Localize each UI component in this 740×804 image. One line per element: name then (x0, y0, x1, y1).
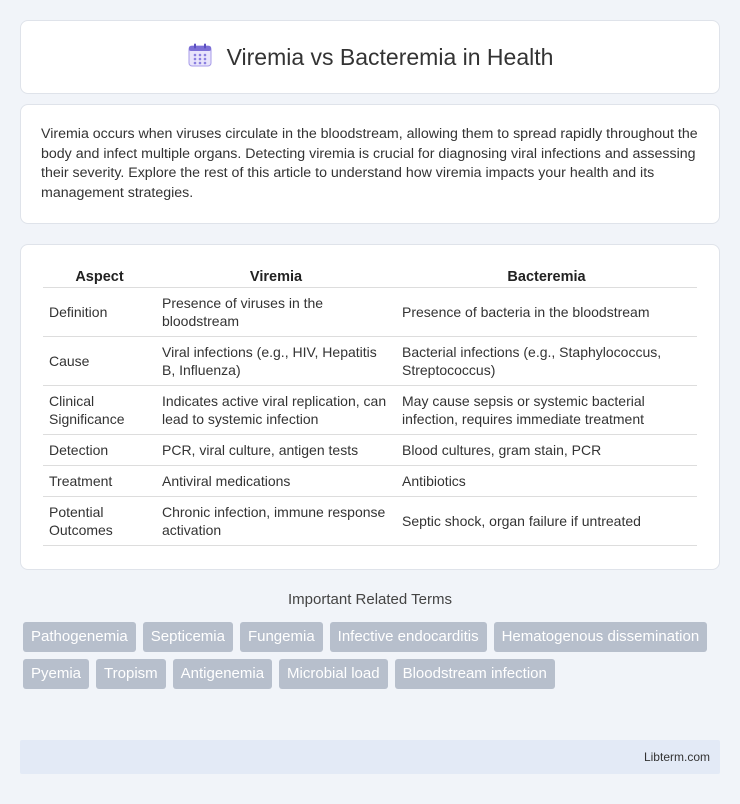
related-terms-heading: Important Related Terms (288, 591, 452, 608)
table-row (43, 435, 697, 466)
table-row (43, 466, 697, 497)
bacteremia-cell: Blood cultures, gram stain, PCR (396, 435, 697, 466)
column-header-bacteremia: Bacteremia (396, 265, 697, 288)
page-title: Viremia vs Bacteremia in Health (226, 43, 554, 70)
intro-paragraph: Viremia occurs when viruses circulate in the bloodstream, allowing them to spread rapidly throughout the body and infect multiple organs. Detecting viremia is crucial for diagnosing viral infections and assessing their severity. Explore the rest of this article to understand how viremia impacts your health and its management strategies. (41, 126, 698, 201)
viremia-cell: Presence of viruses in the bloodstream (156, 288, 396, 337)
table-row (43, 386, 697, 435)
viremia-cell: Chronic infection, immune response activation (156, 497, 396, 546)
column-header-viremia: Viremia (156, 265, 396, 288)
column-header-aspect: Aspect (43, 265, 156, 288)
bacteremia-cell: May cause sepsis or systemic bacterial infection, requires immediate treatment (396, 386, 697, 435)
aspect-cell: Clinical Significance (43, 386, 156, 435)
comparison-table-card (20, 244, 720, 570)
table-row (43, 337, 697, 386)
bacteremia-cell: Antibiotics (396, 466, 697, 497)
footer (20, 740, 720, 774)
comparison-table (43, 265, 697, 546)
related-term-tag[interactable]: Pyemia (23, 659, 89, 689)
viremia-cell: Indicates active viral replication, can lead to systemic infection (156, 386, 396, 435)
viremia-cell: Antiviral medications (156, 466, 396, 497)
table-header-row (43, 265, 697, 288)
related-term-tag[interactable]: Pathogenemia (23, 622, 136, 652)
related-term-tag[interactable]: Fungemia (240, 622, 323, 652)
viremia-cell: Viral infections (e.g., HIV, Hepatitis B, Influenza) (156, 337, 396, 386)
footer-site-link[interactable]: Libterm.com (643, 750, 710, 764)
related-term-tag[interactable]: Bloodstream infection (395, 659, 555, 689)
bacteremia-cell: Presence of bacteria in the bloodstream (396, 288, 697, 337)
table-row (43, 497, 697, 546)
related-terms-list (23, 622, 713, 689)
aspect-cell: Definition (43, 288, 156, 337)
bacteremia-cell: Septic shock, organ failure if untreated (396, 497, 697, 546)
aspect-cell: Treatment (43, 466, 156, 497)
related-term-tag[interactable]: Infective endocarditis (330, 622, 487, 652)
related-term-tag[interactable]: Tropism (96, 659, 166, 689)
calendar-grid-icon (187, 42, 213, 73)
related-term-tag[interactable]: Antigenemia (173, 659, 272, 689)
related-term-tag[interactable]: Microbial load (279, 659, 388, 689)
aspect-cell: Potential Outcomes (43, 497, 156, 546)
related-term-tag[interactable]: Hematogenous dissemination (494, 622, 708, 652)
aspect-cell: Detection (43, 435, 156, 466)
title-card (20, 20, 720, 94)
aspect-cell: Cause (43, 337, 156, 386)
related-term-tag[interactable]: Septicemia (143, 622, 233, 652)
table-row (43, 288, 697, 337)
bacteremia-cell: Bacterial infections (e.g., Staphylococcus, Streptococcus) (396, 337, 697, 386)
intro-card (20, 104, 720, 224)
viremia-cell: PCR, viral culture, antigen tests (156, 435, 396, 466)
